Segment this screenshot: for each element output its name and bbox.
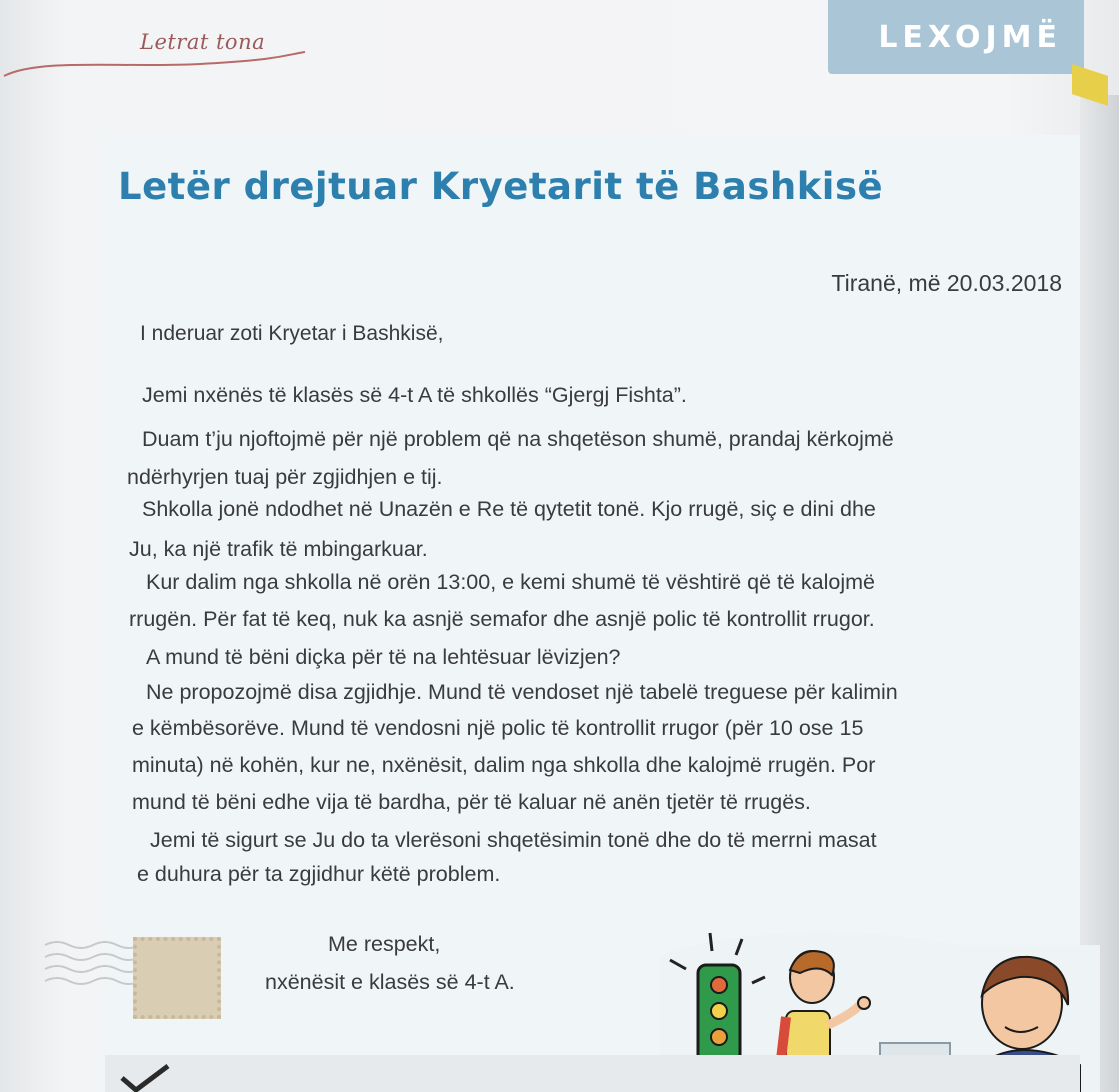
- letter-line: e këmbësorëve. Mund të vendosni një polic të kontrollit rrugor (për 10 ose 15: [132, 716, 864, 740]
- letter-greeting: I nderuar zoti Kryetar i Bashkisë,: [140, 322, 444, 345]
- letter-line: ndërhyrjen tuaj për zgjidhjen e tij.: [127, 465, 443, 489]
- letter-line: e duhura për ta zgjidhur këtë problem.: [137, 862, 501, 886]
- letter-line: mund të bëni edhe vija të bardha, për të kaluar në anën tjetër të rrugës.: [132, 790, 811, 814]
- postage-stamp-icon: [133, 937, 221, 1019]
- letter-line: Kur dalim nga shkolla në orën 13:00, e kemi shumë të vështirë që të kalojmë: [146, 570, 876, 594]
- checkmark-icon: [118, 1062, 178, 1092]
- letter-signature: nxënësit e klasës së 4-t A.: [265, 970, 515, 994]
- letter-line: Duam t’ju njoftojmë për një problem që na shqetëson shumë, prandaj kërkojmë: [142, 427, 894, 451]
- section-label: Letrat tona: [140, 30, 266, 54]
- page-footer-strip: [105, 1055, 1080, 1092]
- letter-line: Ju, ka një trafik të mbingarkuar.: [129, 537, 428, 561]
- letter-line: rrugën. Për fat të keq, nuk ka asnjë semafor dhe asnjë polic të kontrollit rrugor.: [129, 607, 875, 631]
- section-tab: [828, 0, 1084, 74]
- header-underline: [0, 40, 320, 80]
- letter-line: A mund të bëni diçka për të na lehtësuar lëvizjen?: [146, 645, 621, 669]
- letter-line: Jemi nxënës të klasës së 4-t A të shkollës “Gjergj Fishta”.: [142, 383, 687, 407]
- letter-date: Tiranë, më 20.03.2018: [831, 270, 1062, 296]
- letter-closing: Me respekt,: [328, 932, 441, 956]
- letter-title: Letër drejtuar Kryetarit të Bashkisë: [118, 165, 884, 208]
- letter-line: Jemi të sigurt se Ju do ta vlerësoni shqetësimin tonë dhe do të merrni masat: [150, 828, 877, 852]
- letter-line: Ne propozojmë disa zgjidhje. Mund të vendoset një tabelë treguese për kalimin: [146, 680, 898, 704]
- tab-label: LEXOJMË: [878, 20, 1062, 55]
- letter-line: Shkolla jonë ndodhet në Unazën e Re të qytetit tonë. Kjo rrugë, siç e dini dhe: [142, 497, 876, 521]
- letter-line: minuta) në kohën, kur ne, nxënësit, dalim nga shkolla dhe kalojmë rrugën. Por: [132, 753, 876, 777]
